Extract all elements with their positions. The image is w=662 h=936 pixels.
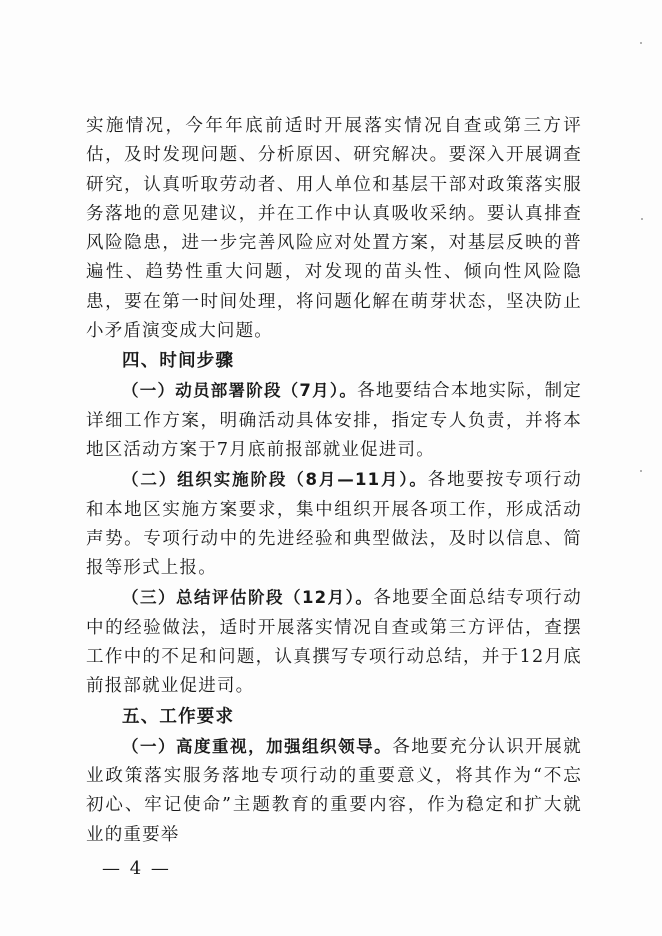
- stage-2-body: 各地要按专项行动和本地区实施方案要求，集中组织开展各项工作，形成活动声势。专项行动中的先进经验和典型做法，及时以信息、简报等形式上报。: [86, 470, 582, 579]
- paragraph-stage-1: [86, 376, 582, 465]
- stage-1-lead: （一）动员部署阶段（7月）。: [122, 381, 358, 401]
- page-number: — 4 —: [102, 858, 171, 879]
- section-heading-time-steps: 四、时间步骤: [122, 351, 235, 372]
- scan-speck: [641, 218, 643, 220]
- requirement-1-lead: （一）高度重视，加强组织领导。: [122, 736, 393, 756]
- stage-3-body: 各地要全面总结专项行动中的经验做法，适时开展落实情况自查或第三方评估，查摆工作中的不足和问题，认真撰写专项行动总结，并于12月底前报部就业促进司。: [86, 588, 582, 697]
- document-body: [86, 112, 582, 850]
- scan-speck: [640, 470, 642, 472]
- stage-2-lead: （二）组织实施阶段（8月—11月）。: [122, 470, 428, 490]
- stage-1-body: 各地要结合本地实际，制定详细工作方案，明确活动具体安排，指定专人负责，并将本地区活动方案于7月底前报部就业促进司。: [86, 381, 583, 460]
- paragraph-stage-2: [86, 465, 582, 583]
- section-heading-work-requirements: 五、工作要求: [122, 706, 235, 727]
- paragraph-implementation: 实施情况，今年年底前适时开展落实情况自查或第三方评估，及时发现问题、分析原因、研究解决。要深入开展调查研究，认真听取劳动者、用人单位和基层干部对政策落实服务落地的意见建议，并在工作中认真吸收采纳。要认真排查风险隐患，进一步完善风险应对处置方案，对基层反映的普遍性、趋势性重大问题，对发现的苗头性、倾向性风险隐患，要在第一时间处理，将问题化解在萌芽状态，坚决防止小矛盾演变成大问题。: [86, 116, 582, 342]
- scan-speck: [640, 42, 642, 44]
- paragraph-requirement-1: [86, 732, 582, 850]
- requirement-1-body: 各地要充分认识开展就业政策落实服务落地专项行动的重要意义，将其作为“不忘初心、牢记使命”主题教育的重要内容，作为稳定和扩大就业的重要举: [86, 736, 582, 845]
- stage-3-lead: （三）总结评估阶段（12月）。: [122, 588, 374, 608]
- paragraph-stage-3: [86, 583, 582, 701]
